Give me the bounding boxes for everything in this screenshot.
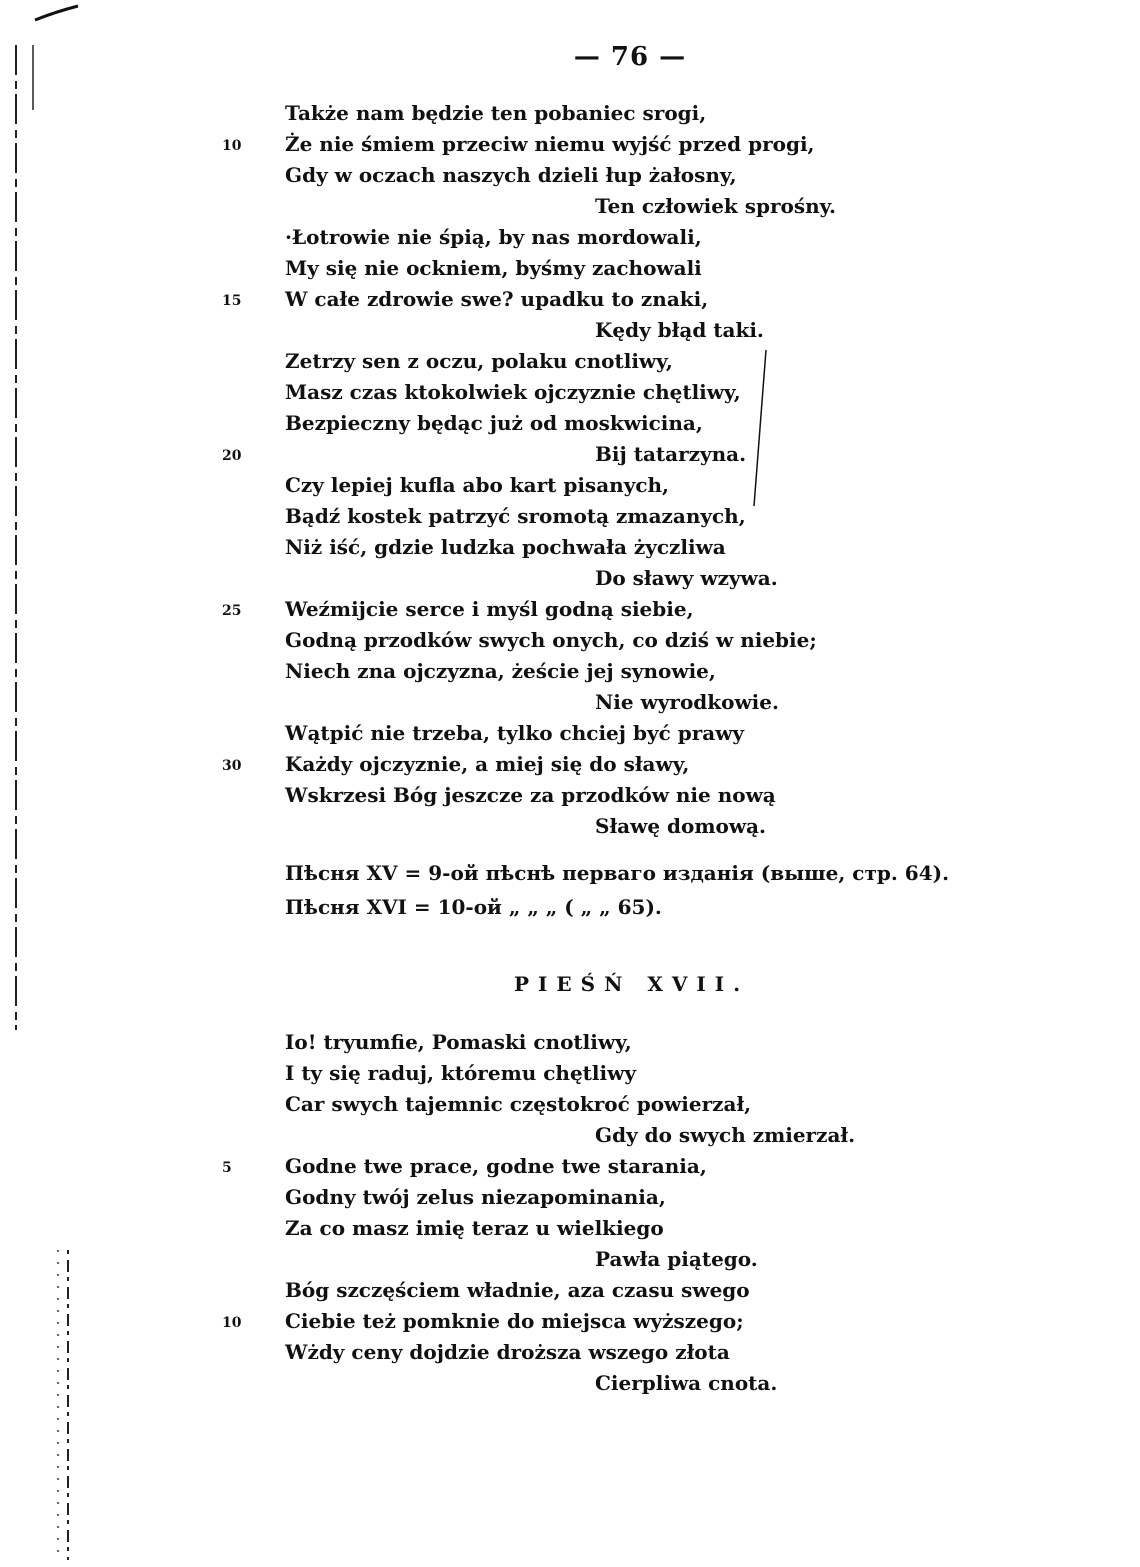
poem_a-line: ·Łotrowie nie śpią, by nas mordowali, xyxy=(285,225,702,249)
binding-edge-marks xyxy=(0,0,80,1567)
poem_a-line: Masz czas ktokolwiek ojczyznie chętliwy, xyxy=(285,380,741,404)
line-number: 5 xyxy=(222,1160,232,1176)
poem_a-line: Także nam będzie ten pobaniec srogi, xyxy=(285,101,707,125)
poem_a-line: Wskrzesi Bóg jeszcze za przodków nie nową xyxy=(285,783,776,807)
note-line: Пѣсня XVI = 10-ой „ „ „ ( „ „ 65). xyxy=(285,895,662,919)
poem_a-line: Gdy w oczach naszych dzieli łup żałosny, xyxy=(285,163,737,187)
poem_b-line: Godne twe prace, godne twe starania, xyxy=(285,1154,707,1178)
poem_b-line: Ciebie też pomknie do miejsca wyższego; xyxy=(285,1309,744,1333)
poem_a-line: Wątpić nie trzeba, tylko chciej być prawy xyxy=(285,721,745,745)
poem_b-line: Io! tryumfie, Pomaski cnotliwy, xyxy=(285,1030,632,1054)
poem_a-line: Weźmijcie serce i myśl godną siebie, xyxy=(285,597,694,621)
poem_a-line: Nie wyrodkowie. xyxy=(595,690,779,714)
poem_a-line: Ten człowiek sprośny. xyxy=(595,194,836,218)
poem_a-line: Bezpieczny będąc już od moskwicina, xyxy=(285,411,703,435)
line-number: 15 xyxy=(222,293,242,309)
poem_a-line: Niech zna ojczyzna, żeście jej synowie, xyxy=(285,659,716,683)
poem_b-line: Bóg szczęściem władnie, aza czasu swego xyxy=(285,1278,750,1302)
poem_a-line: Godną przodków swych onych, co dziś w niebie; xyxy=(285,628,817,652)
poem_a-line: My się nie ockniem, byśmy zachowali xyxy=(285,256,702,280)
poem_a-line: Że nie śmiem przeciw niemu wyjść przed progi, xyxy=(285,132,815,156)
poem_b-line: Wżdy ceny dojdzie droższa wszego złota xyxy=(285,1340,730,1364)
poem_a-line: Do sławy wzywa. xyxy=(595,566,778,590)
poem_a-line: Bij tatarzyna. xyxy=(595,442,747,466)
poem_a-line: Kędy błąd taki. xyxy=(595,318,764,342)
poem_a-line: Czy lepiej kufla abo kart pisanych, xyxy=(285,473,669,497)
line-number: 10 xyxy=(222,1315,242,1331)
poem_b-line: Gdy do swych zmierzał. xyxy=(595,1123,856,1147)
song-heading: PIEŚŃ XVII. xyxy=(514,972,750,996)
page-number: — 76 — xyxy=(573,42,687,72)
poem_a-line: Sławę domową. xyxy=(595,814,766,838)
poem_b-line: I ty się raduj, któremu chętliwy xyxy=(285,1061,636,1085)
margin-bracket xyxy=(752,348,768,508)
line-number: 25 xyxy=(222,603,242,619)
line-number: 20 xyxy=(222,448,242,464)
poem_b-line: Za co masz imię teraz u wielkiego xyxy=(285,1216,664,1240)
poem_b-line: Godny twój zelus niezapominania, xyxy=(285,1185,666,1209)
poem_a-line: Bądź kostek patrzyć sromotą zmazanych, xyxy=(285,504,746,528)
poem_b-line: Car swych tajemnic częstokroć powierzał, xyxy=(285,1092,752,1116)
line-number: 10 xyxy=(222,138,242,154)
poem_b-line: Pawła piątego. xyxy=(595,1247,758,1271)
poem_a-line: Każdy ojczyznie, a miej się do sławy, xyxy=(285,752,690,776)
line-number: 30 xyxy=(222,758,242,774)
poem_a-line: Niż iść, gdzie ludzka pochwała życzliwa xyxy=(285,535,726,559)
poem_a-line: Zetrzy sen z oczu, polaku cnotliwy, xyxy=(285,349,673,373)
poem_b-line: Cierpliwa cnota. xyxy=(595,1371,778,1395)
note-line: Пѣсня XV = 9-ой пѣснѣ перваго изданія (выше, стр. 64). xyxy=(285,861,950,885)
poem_a-line: W całe zdrowie swe? upadku to znaki, xyxy=(285,287,709,311)
